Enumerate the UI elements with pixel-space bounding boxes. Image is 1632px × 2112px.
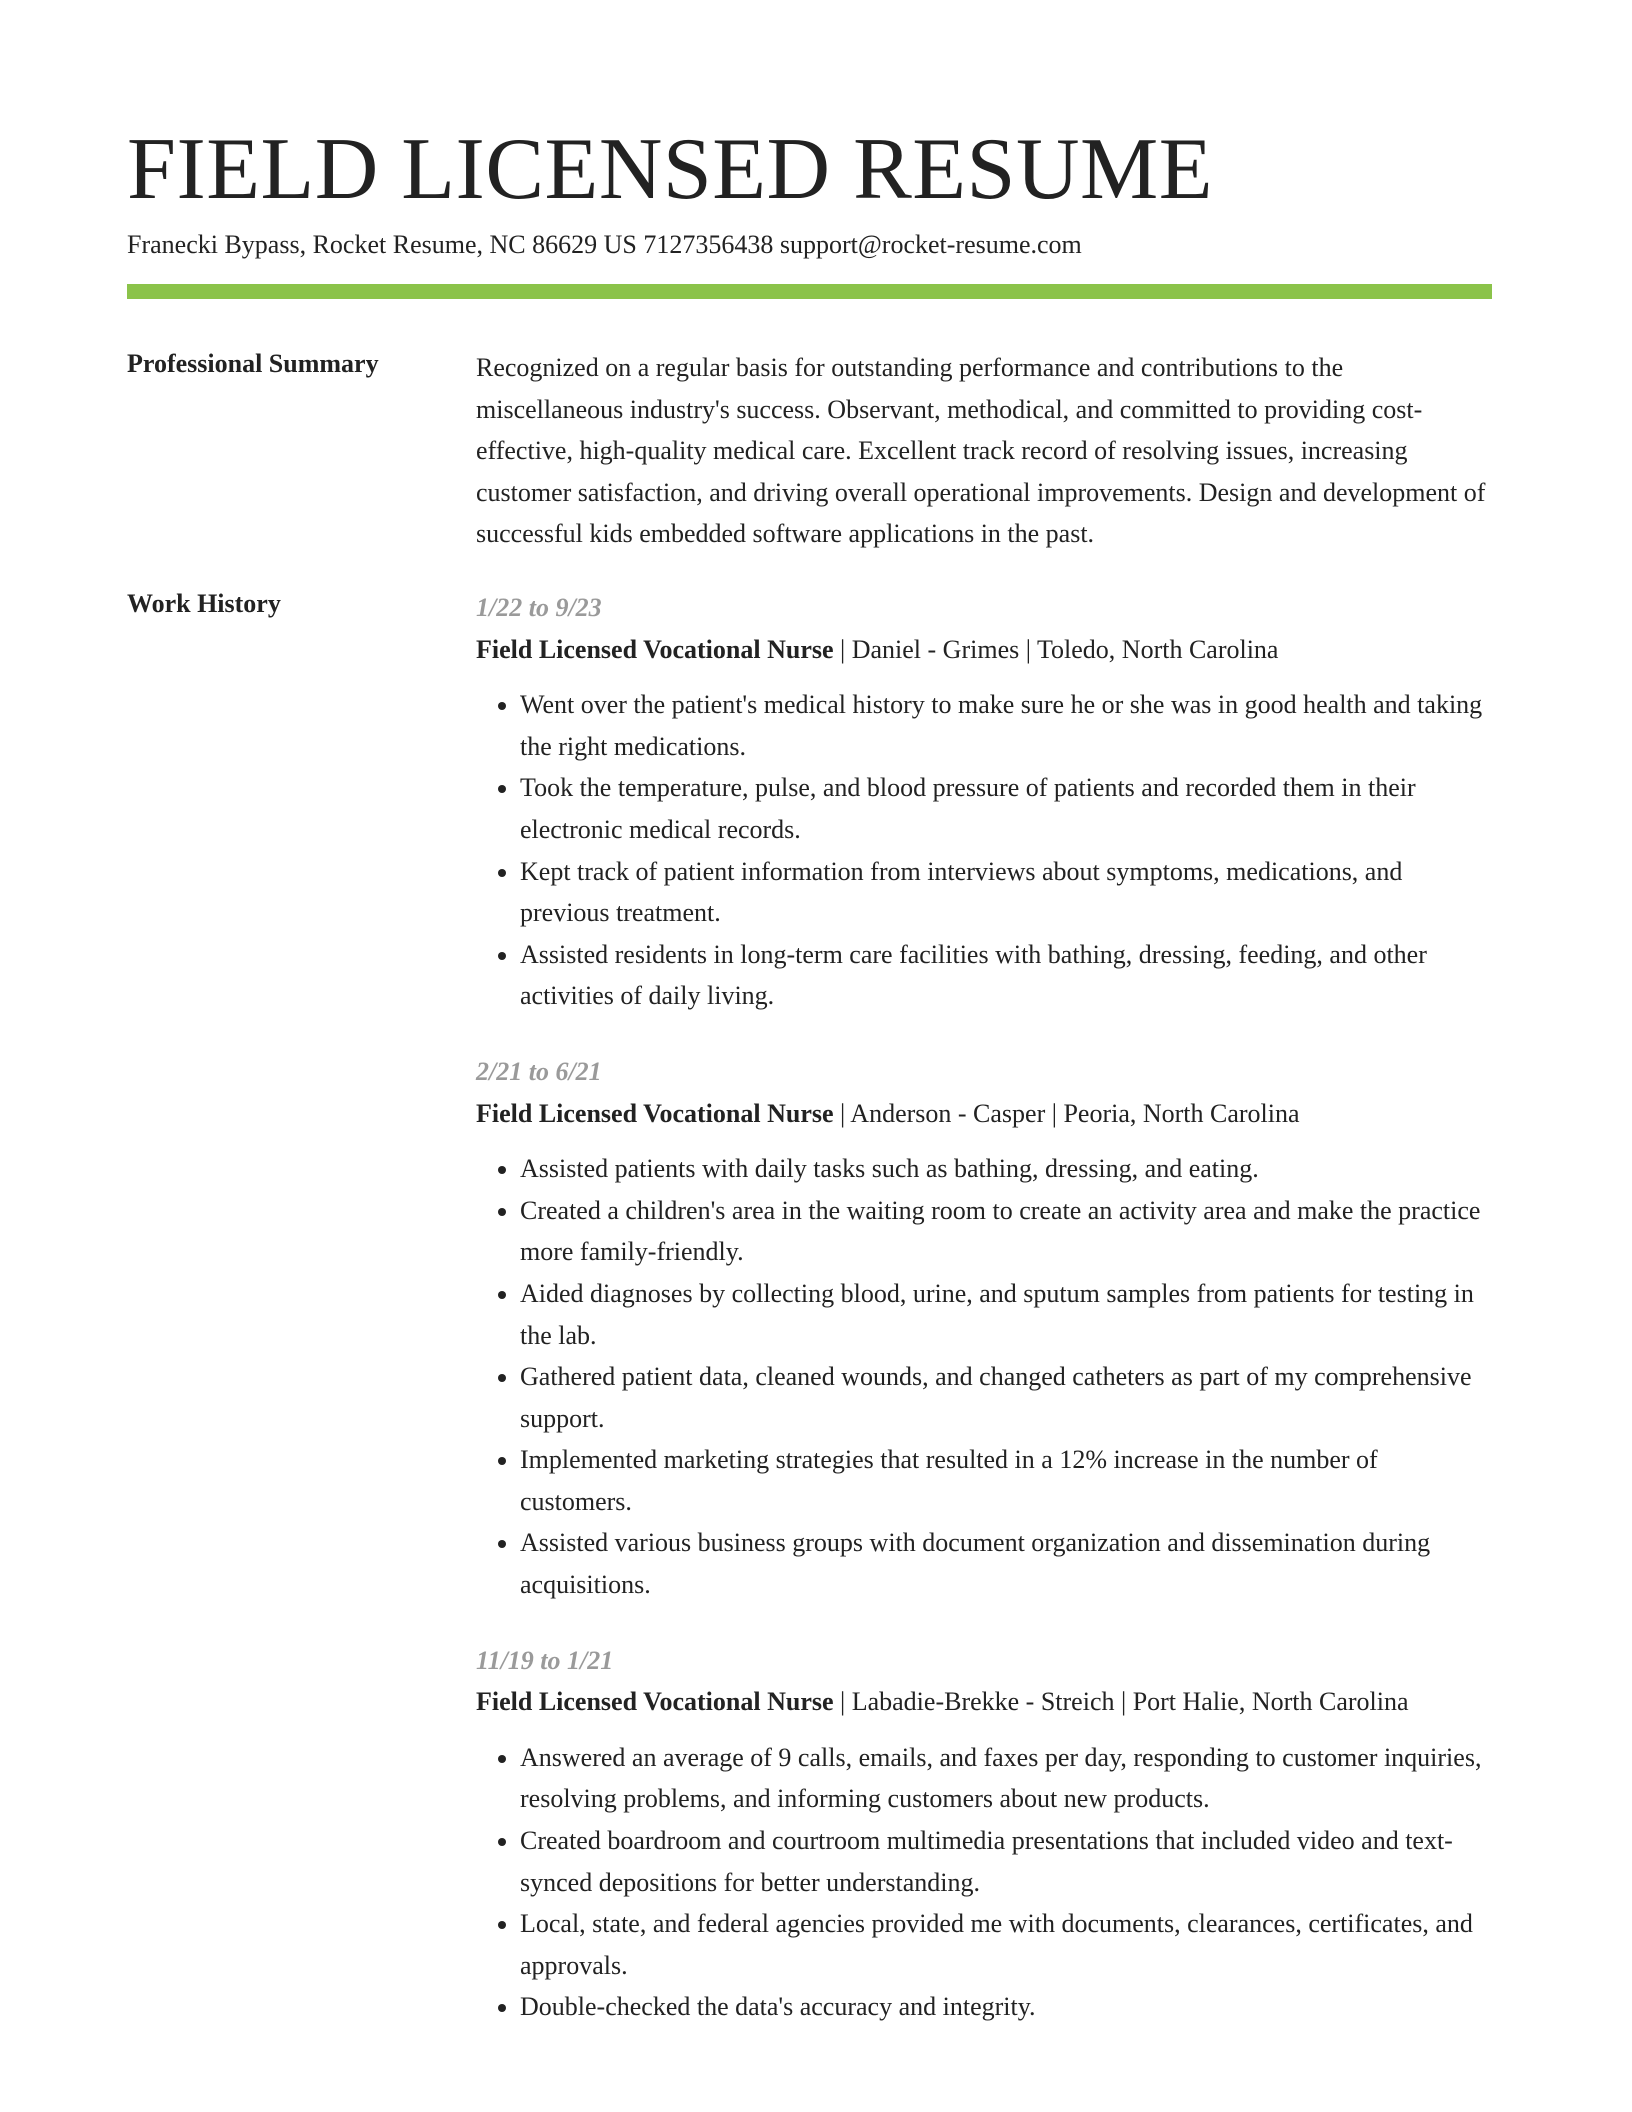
job-heading [476, 1093, 1492, 1135]
job-bullet: • Created boardroom and courtroom multimedia presentations that included video and text-synced depositions for better understanding. [520, 1820, 1492, 1903]
job-heading [476, 1681, 1492, 1723]
job-bullet: • Went over the patient's medical history to make sure he or she was in good health and taking the right medications. [520, 684, 1492, 767]
job-bullet: • Implemented marketing strategies that resulted in a 12% increase in the number of customers. [520, 1439, 1492, 1522]
job-heading [476, 629, 1492, 671]
resume-header [127, 120, 1492, 262]
job-details: | Labadie-Brekke - Streich | Port Halie, North Carolina [833, 1687, 1409, 1717]
job-bullet: • Assisted patients with daily tasks such as bathing, dressing, and eating. [520, 1148, 1492, 1190]
job-bullet: • Took the temperature, pulse, and blood pressure of patients and recorded them in their electronic medical records. [520, 767, 1492, 850]
work-history-label: Work History [127, 589, 281, 618]
job-title: Field Licensed Vocational Nurse [476, 1687, 834, 1717]
job-bullets [476, 684, 1492, 1017]
job-entry [476, 587, 1492, 1017]
summary-section [476, 347, 1492, 555]
job-bullet: • Assisted residents in long-term care facilities with bathing, dressing, feeding, and other activities of daily living. [520, 934, 1492, 1017]
accent-divider [127, 284, 1492, 299]
job-bullet: • Answered an average of 9 calls, emails, and faxes per day, responding to customer inquiries, resolving problems, and informing customers about new products. [520, 1737, 1492, 1820]
work-history-section [476, 587, 1492, 2062]
job-details: | Anderson - Casper | Peoria, North Carolina [833, 1098, 1300, 1128]
job-date: 1/22 to 9/23 [476, 593, 602, 622]
job-title: Field Licensed Vocational Nurse [476, 1098, 834, 1128]
job-details: | Daniel - Grimes | Toledo, North Carolina [833, 634, 1279, 664]
job-date: 11/19 to 1/21 [476, 1645, 614, 1675]
resume-title: FIELD LICENSED RESUME [127, 121, 1214, 218]
job-bullet: • Aided diagnoses by collecting blood, urine, and sputum samples from patients for testing in the lab. [520, 1273, 1492, 1356]
job-bullets [476, 1737, 1492, 2028]
job-bullet: • Created a children's area in the waiting room to create an activity area and make the practice more family-friendly. [520, 1190, 1492, 1273]
job-bullet: • Gathered patient data, cleaned wounds, and changed catheters as part of my comprehensive support. [520, 1356, 1492, 1439]
job-title: Field Licensed Vocational Nurse [476, 634, 834, 664]
job-date: 2/21 to 6/21 [476, 1056, 602, 1086]
job-bullet: • Local, state, and federal agencies provided me with documents, clearances, certificates, and approvals. [520, 1903, 1492, 1986]
job-bullets [476, 1148, 1492, 1606]
summary-text: Recognized on a regular basis for outstanding performance and contributions to the miscellaneous industry's success. Observant, methodical, and committed to providing cost-effective, high-quality medical care. Excellent track record of resolving issues, increasing customer satisfaction, and driving overall operational improvements. Design and development of successful kids embedded software applications in the past. [476, 353, 1486, 549]
job-entry [476, 1051, 1492, 1606]
job-bullet: • Assisted various business groups with document organization and dissemination during acquisitions. [520, 1522, 1492, 1605]
summary-label: Professional Summary [127, 349, 379, 378]
job-entry [476, 1640, 1492, 2028]
job-bullet: • Kept track of patient information from interviews about symptoms, medications, and previous treatment. [520, 851, 1492, 934]
job-bullet: • Double-checked the data's accuracy and integrity. [520, 1986, 1492, 2028]
contact-line: Franecki Bypass, Rocket Resume, NC 86629 US 7127356438 support@rocket-resume.com [127, 230, 1082, 259]
